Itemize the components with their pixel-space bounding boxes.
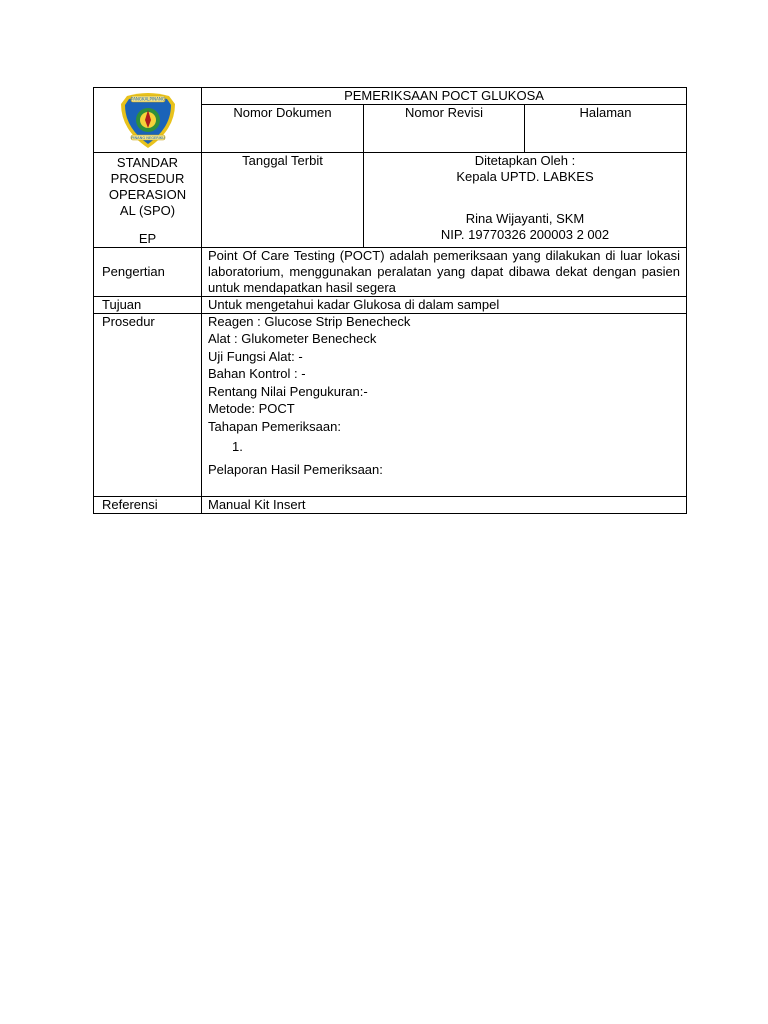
spo-document-table: [93, 87, 687, 514]
prosedur-line-rentang: Rentang Nilai Pengukuran:-: [208, 383, 368, 399]
prosedur-line-alat: Alat : Glukometer Benecheck: [208, 331, 377, 346]
logo-cell: [94, 88, 202, 153]
signer-name: Rina Wijayanti, SKM: [465, 211, 585, 226]
prosedur-line-metode: Metode: POCT: [208, 401, 295, 416]
referensi-text: Manual Kit Insert: [202, 497, 687, 514]
halaman-label: Halaman: [525, 105, 687, 153]
tanggal-terbit-label: Tanggal Terbit: [202, 153, 364, 248]
nomor-dokumen-label: Nomor Dokumen: [202, 105, 364, 153]
prosedur-line-uji-fungsi: Uji Fungsi Alat: -: [208, 348, 303, 364]
spo-line-1: STANDAR: [116, 155, 179, 170]
city-emblem-logo: [117, 90, 179, 152]
prosedur-line-bahan-kontrol: Bahan Kontrol : -: [208, 366, 306, 381]
prosedur-label: Prosedur: [94, 314, 202, 497]
tujuan-text: Untuk mengetahui kadar Glukosa di dalam sampel: [202, 297, 687, 314]
ditetapkan-cell: [364, 153, 687, 248]
prosedur-cell: [202, 314, 687, 497]
pengertian-label: Pengertian: [94, 248, 202, 297]
spo-title-cell: [94, 153, 202, 248]
pengertian-text: Point Of Care Testing (POCT) adalah pemeriksaan yang dilakukan di luar lokasi laboratorium, menggunakan peralatan yang dapat dibawa dekat dengan pasien untuk mendapatkan hasil segera: [202, 248, 687, 297]
spo-line-4: AL (SPO): [119, 203, 176, 218]
prosedur-step-1: 1.: [232, 439, 243, 454]
tujuan-label: Tujuan: [94, 297, 202, 314]
referensi-label: Referensi: [94, 497, 202, 514]
prosedur-line-reagen: Reagen : Glucose Strip Benecheck: [208, 314, 411, 329]
logo-bottom-text: PINANG NEGERIKU: [130, 135, 165, 140]
spo-line-3: OPERASION: [108, 187, 187, 202]
kepala-label: Kepala UPTD. LABKES: [456, 169, 594, 184]
document-title: PEMERIKSAAN POCT GLUKOSA: [202, 88, 687, 105]
prosedur-line-tahapan: Tahapan Pemeriksaan:: [208, 418, 341, 434]
logo-top-text: PANGKALPINANG: [130, 96, 165, 102]
nomor-revisi-label: Nomor Revisi: [364, 105, 525, 153]
signer-nip: NIP. 19770326 200003 2 002: [440, 227, 610, 242]
ditetapkan-label: Ditetapkan Oleh :: [474, 153, 576, 168]
spo-line-2: PROSEDUR: [110, 171, 185, 186]
pelaporan-label: Pelaporan Hasil Pemeriksaan:: [208, 462, 383, 477]
spo-code: EP: [138, 231, 157, 246]
